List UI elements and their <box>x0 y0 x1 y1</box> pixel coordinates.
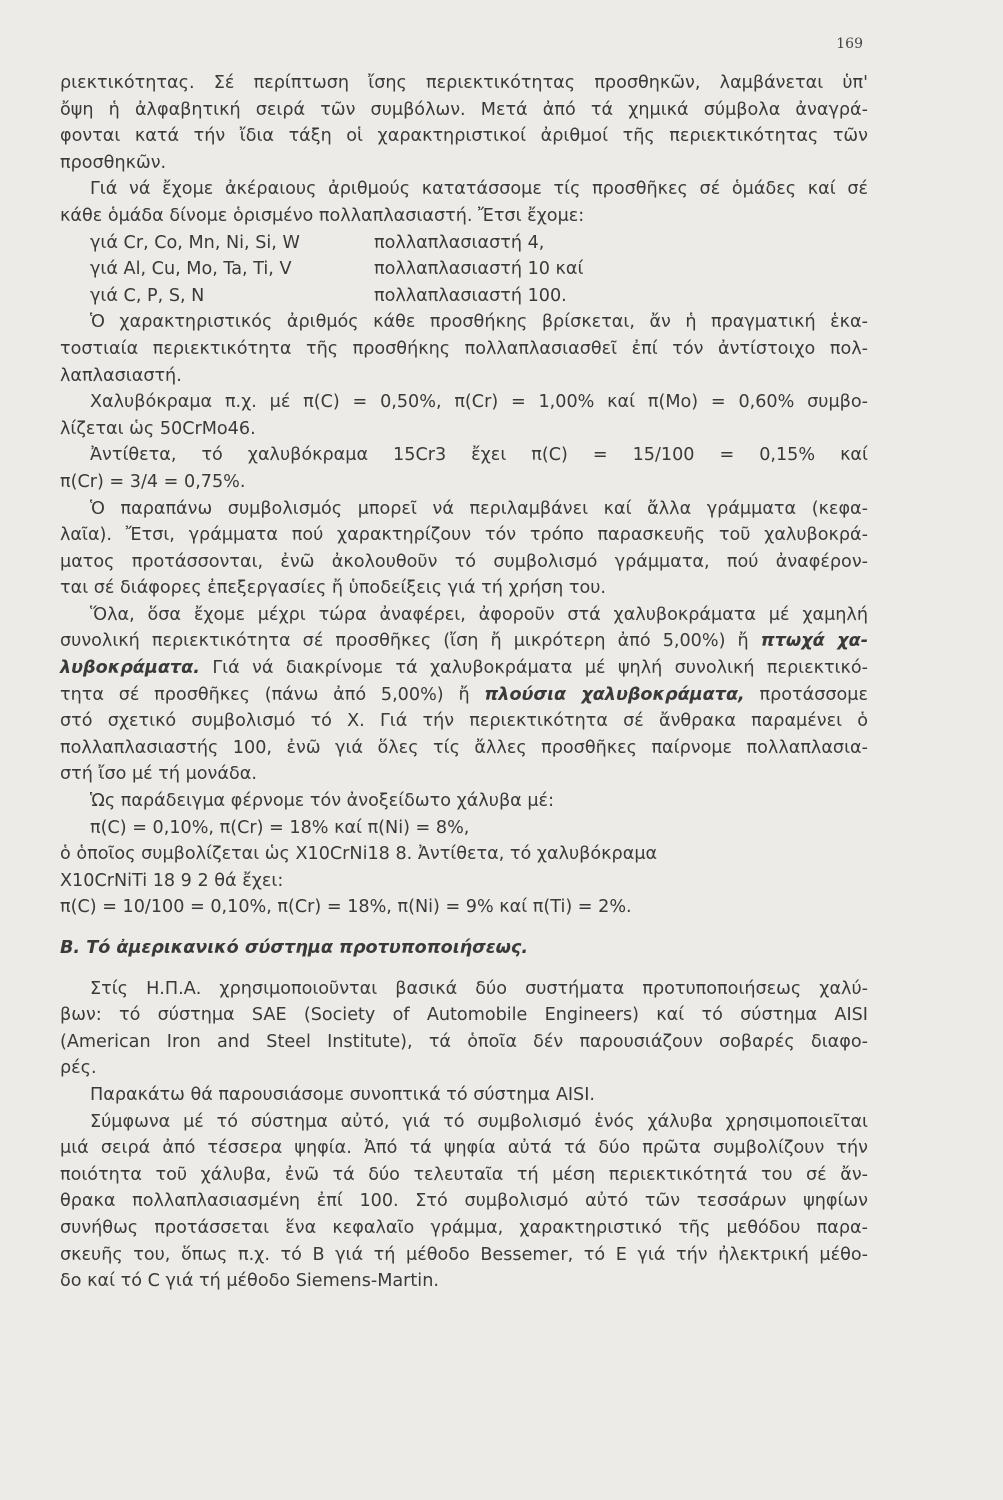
text-line: ρές. <box>60 1058 97 1079</box>
list-multiplier: πολλαπλασιαστή 100. <box>374 285 567 306</box>
text-line: ὁ ὁποῖος συμβολίζεται ὡς X10CrNi18 8. Ἀντίθετα, τό χαλυβόκραμα <box>60 844 658 865</box>
text-line: τοστιαία περιεκτικότητα τῆς προσθήκης πολλαπλασιασθεῖ ἐπί τόν ἀντίστοιχο πολ- <box>60 338 868 359</box>
text-line: προσθηκῶν. <box>60 152 167 173</box>
text-line <box>60 682 868 709</box>
page-body <box>60 70 868 1295</box>
text-line: λαπλασιαστή. <box>60 365 182 386</box>
text-line: Ὡς παράδειγμα φέρνομε τόν ἀνοξείδωτο χάλυβα μέ: <box>90 791 554 812</box>
text-line: Γιά νά ἔχομε ἀκέραιους ἀριθμούς κατατάσσομε τίς προσθῆκες σέ ὁμάδες καί σέ <box>90 179 868 200</box>
list-item <box>60 256 868 283</box>
text-line: ται σέ διάφορες ἐπεξεργασίες ἤ ὑποδείξεις γιά τή χρήση του. <box>60 578 607 599</box>
text-line: π(C) = 10/100 = 0,10%, π(Cr) = 18%, π(Ni) = 9% καί π(Ti) = 2%. <box>60 897 632 918</box>
section-heading: Β. Τό ἀμερικανικό σύστημα προτυποποιήσεως. <box>60 938 529 958</box>
text-line: ποιότητα τοῦ χάλυβα, ἐνῶ τά δύο τελευταῖα τή μέση περιεκτικότητά του σέ ἄν- <box>60 1164 868 1185</box>
text-line: λαῖα). Ἔτσι, γράμματα πού χαρακτηρίζουν τόν τρόπο παρασκευῆς τοῦ χαλυβοκρά- <box>60 525 868 546</box>
text-line: X10CrNiTi 18 9 2 θά ἔχει: <box>60 870 284 891</box>
paragraph-low-alloy <box>60 602 868 788</box>
emphasis-term: πλούσια χαλυβοκράματα, <box>484 684 745 705</box>
text-line: σκευῆς του, ὅπως π.χ. τό B γιά τή μέθοδο Bessemer, τό E γιά τήν ἠλεκτρική μέθο- <box>60 1244 868 1265</box>
text-line: ματος προτάσσονται, ἐνῶ ἀκολουθοῦν τό συμβολισμό γράμματα, πού ἀναφέρον- <box>60 551 868 572</box>
list-multiplier: πολλαπλασιαστή 10 καί <box>374 259 584 280</box>
text-line: Ὁ χαρακτηριστικός ἀριθμός κάθε προσθήκης βρίσκεται, ἄν ἡ πραγματική ἑκα- <box>90 312 868 333</box>
text-line: π(C) = 0,10%, π(Cr) = 18% καί π(Ni) = 8%, <box>90 817 470 838</box>
text-line: θρακα πολλαπλασιασμένη ἐπί 100. Στό συμβολισμό αὐτό τῶν τεσσάρων ψηφίων <box>60 1191 868 1212</box>
text-line: στό σχετικό συμβολισμό τό X. Γιά τήν περιεκτικότητα σέ ἄνθρακα παραμένει ὁ <box>60 711 868 732</box>
text-run: Γιά νά διακρίνομε τά χαλυβοκράματα μέ ψηλή συνολική περιεκτικό- <box>199 658 868 679</box>
emphasis-term: λυβοκράματα. <box>60 658 200 679</box>
text-line: βων: τό σύστημα SAE (Society of Automobile Engineers) καί τό σύστημα AISI <box>60 1005 868 1026</box>
text-line: ριεκτικότητας. Σέ περίπτωση ἴσης περιεκτικότητας προσθηκῶν, λαμβάνεται ὑπ' <box>60 73 868 93</box>
list-multiplier: πολλαπλασιαστή 4, <box>374 232 545 253</box>
text-line: Σύμφωνα μέ τό σύστημα αὐτό, γιά τό συμβολισμό ἑνός χάλυβα χρησιμοποιεῖται <box>90 1111 868 1132</box>
text-line: Χαλυβόκραμα π.χ. μέ π(C) = 0,50%, π(Cr) = 1,00% καί π(Mo) = 0,60% συμβο- <box>90 392 868 413</box>
list-item <box>60 283 868 310</box>
paragraph-usa-systems <box>60 976 868 1082</box>
text-line: πολλαπλασιαστής 100, ἐνῶ γιά ὅλες τίς ἄλλες προσθῆκες παίρνομε πολλαπλασια- <box>60 737 868 758</box>
paragraph-example <box>60 389 868 495</box>
paragraph-multipliers <box>60 176 868 229</box>
multiplier-list <box>60 230 868 310</box>
text-run: τητα σέ προσθῆκες (πάνω ἀπό 5,00%) ἤ <box>60 684 485 705</box>
text-line: μιά σειρά ἀπό τέσσερα ψηφία. Ἀπό τά ψηφία αὐτά τά δύο πρῶτα συμβολίζουν τήν <box>60 1138 868 1159</box>
text-line: ὄψη ἡ ἀλφαβητική σειρά τῶν συμβόλων. Μετά ἀπό τά χημικά σύμβολα ἀναγρά- <box>60 99 868 120</box>
text-line: Στίς Η.Π.Α. χρησιμοποιοῦνται βασικά δύο συστήματα προτυποποιήσεως χαλύ- <box>90 978 868 999</box>
page-number: 169 <box>836 36 863 52</box>
text-line <box>60 655 868 682</box>
paragraph-aisi-intro <box>60 1082 868 1109</box>
text-line: στή ἴσο μέ τή μονάδα. <box>60 764 257 785</box>
text-line: κάθε ὁμάδα δίνομε ὁρισμένο πολλαπλασιαστή. Ἔτσι ἔχομε: <box>60 205 585 226</box>
text-line: φονται κατά τήν ἴδια τάξη οἱ χαρακτηριστικοί ἀριθμοί τῆς περιεκτικότητας τῶν <box>60 126 868 147</box>
paragraph-aisi-digits <box>60 1109 868 1295</box>
paragraph-stainless-example <box>60 788 868 921</box>
text-run: προτάσσομε <box>744 684 868 705</box>
paragraph-characteristic-number <box>60 309 868 389</box>
list-elements: γιά C, P, S, N <box>90 285 205 306</box>
text-line: συνήθως προτάσσεται ἕνα κεφαλαῖο γράμμα, χαρακτηριστικό τῆς μεθόδου παρα- <box>60 1217 868 1238</box>
list-elements: γιά Al, Cu, Mo, Ta, Ti, V <box>90 259 292 280</box>
paragraph-precedence <box>60 70 868 176</box>
list-elements: γιά Cr, Co, Mn, Ni, Si, W <box>90 232 300 253</box>
paragraph-letters <box>60 496 868 602</box>
text-line <box>60 628 868 655</box>
text-line: δο καί τό C γιά τή μέθοδο Siemens-Martin. <box>60 1271 439 1292</box>
text-line: Ὁ παραπάνω συμβολισμός μπορεῖ νά περιλαμβάνει καί ἄλλα γράμματα (κεφα- <box>90 498 868 519</box>
text-line: Ὅλα, ὅσα ἔχομε μέχρι τώρα ἀναφέρει, ἀφοροῦν στά χαλυβοκράματα μέ χαμηλή <box>90 604 868 625</box>
list-item <box>60 230 868 257</box>
text-line: (American Iron and Steel Institute), τά ὁποῖα δέν παρουσιάζουν σοβαρές διαφο- <box>60 1031 868 1052</box>
text-line: π(Cr) = 3/4 = 0,75%. <box>60 471 246 492</box>
emphasis-term: πτωχά χα- <box>760 631 869 652</box>
text-line: Παρακάτω θά παρουσιάσομε συνοπτικά τό σύστημα AISI. <box>90 1084 595 1105</box>
text-line: λίζεται ὡς 50CrMo46. <box>60 418 256 439</box>
text-line: Ἀντίθετα, τό χαλυβόκραμα 15Cr3 ἔχει π(C) = 15/100 = 0,15% καί <box>90 445 868 466</box>
text-run: συνολική περιεκτικότητα σέ προσθῆκες (ἴση ἤ μικρότερη ἀπό 5,00%) ἤ <box>60 631 749 652</box>
